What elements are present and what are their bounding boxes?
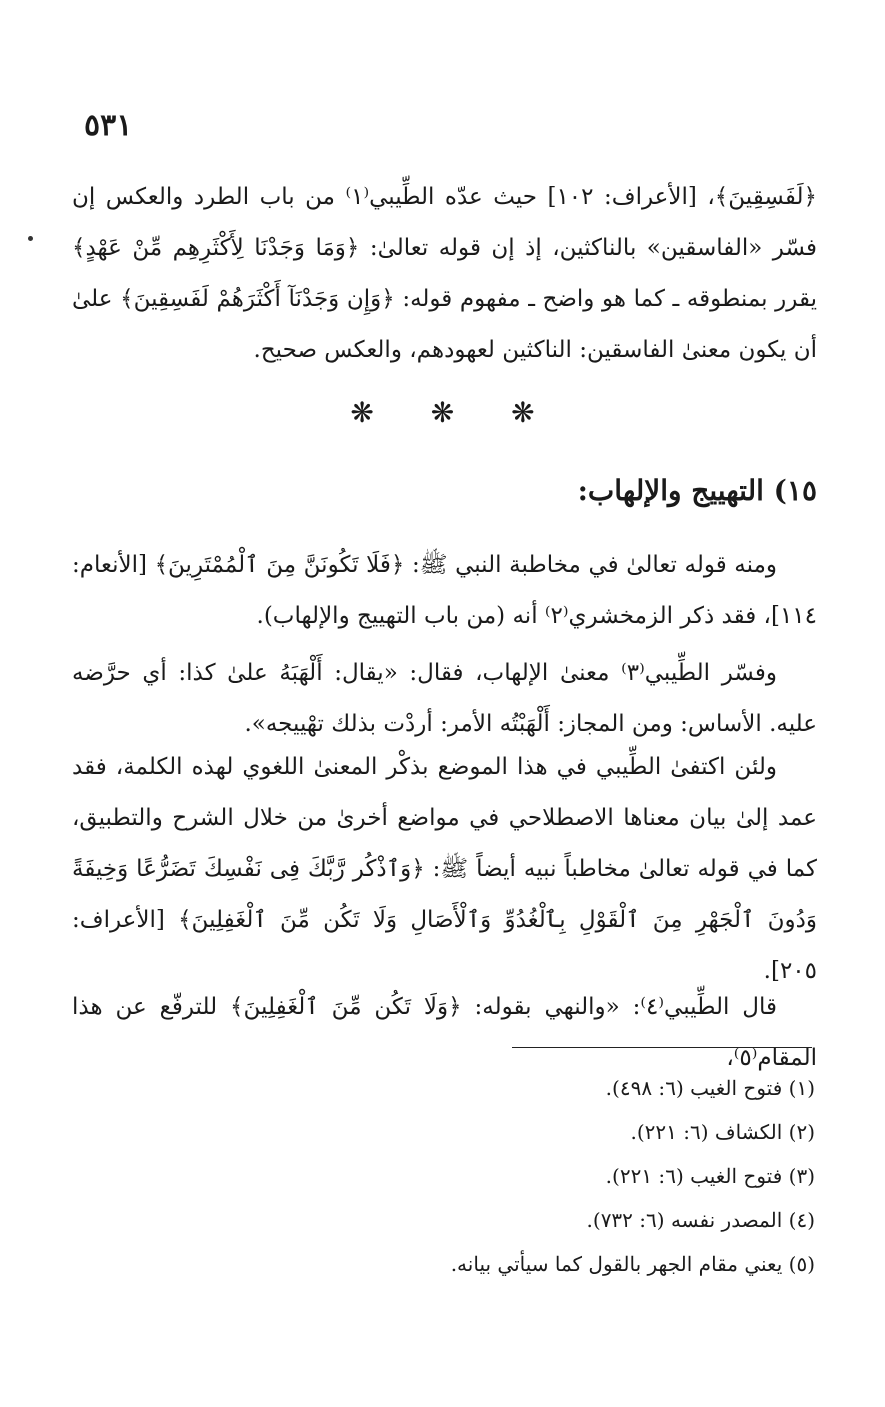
footnote-divider [512, 1047, 812, 1048]
footnote-text: فتوح الغيب (٦: ٤٩٨). [605, 1076, 783, 1100]
footnote-item [70, 1154, 815, 1198]
footnote-number: (٥) [788, 1252, 815, 1276]
paragraph: ومنه قوله تعالىٰ في مخاطبة النبي ﷺ: ﴿فَلَا تَكُونَنَّ مِنَ ٱلْمُمْتَرِينَ﴾ [الأنعام: ١١٤]، فقد ذكر الزمخشري⁽٢⁾ أنه (من باب التهييج والإلهاب). [72, 552, 817, 629]
paragraph: ولئن اكتفىٰ الطِّيبي في هذا الموضع بذكْر المعنىٰ اللغوي لهذه الكلمة، فقد عمد إلىٰ بيان معناها الاصطلاحي في مواضع أخرىٰ من خلال الشرح والتطبيق، كما في قوله تعالىٰ مخاطباً نبيه أيضاً ﷺ: ﴿وَٱذْكُر رَّبَّكَ فِى نَفْسِكَ تَضَرُّعًا وَخِيفَةً وَدُونَ ٱلْجَهْرِ مِنَ ٱلْقَوْلِ بِٱلْغُدُوِّ وَٱلْأَصَالِ وَلَا تَكُن مِّنَ ٱلْغَفِلِينَ﴾ [الأعراف: ٢٠٥]. [72, 754, 817, 984]
footnote-number: (١) [788, 1076, 815, 1100]
paragraph: وفسّر الطِّيبي⁽٣⁾ معنىٰ الإلهاب، فقال: «يقال: أَلْهَبَهُ علىٰ كذا: أي حرَّضه عليه. الأساس: ومن المجاز: أَلْهَبْتُه الأمر: أردْت بذلك تهْييجه». [72, 660, 817, 737]
footnote-text: يعني مقام الجهر بالقول كما سيأتي بيانه. [450, 1252, 783, 1276]
paragraph-continuation: ﴿لَفَسِقِينَ﴾، [الأعراف: ١٠٢] حيث عدّه الطِّيبي⁽١⁾ من باب الطرد والعكس إن فسّر «الفاسقين» بالناكثين، إذ إن قوله تعالىٰ: ﴿وَمَا وَجَدْنَا لِأَكْثَرِهِم مِّنْ عَهْدٍ﴾ يقرر بمنطوقه ـ كما هو واضح ـ مفهوم قوله: ﴿وَإِن وَجَدْنَآ أَكْثَرَهُمْ لَفَسِقِينَ﴾ علىٰ أن يكون معنىٰ الفاسقين: الناكثين لعهودهم، والعكس صحيح. [72, 184, 817, 363]
section-heading: ١٥) التهييج والإلهاب: [577, 474, 817, 507]
footnote-item [70, 1242, 815, 1286]
margin-mark [28, 236, 33, 241]
page-number: ٥٣١ [84, 108, 133, 143]
footnote-text: المصدر نفسه (٦: ٧٣٢). [586, 1208, 783, 1232]
footnote-number: (٣) [788, 1164, 815, 1188]
footnote-text: الكشاف (٦: ٢٢١). [630, 1120, 783, 1144]
footnote-text: فتوح الغيب (٦: ٢٢١). [605, 1164, 783, 1188]
footnote-number: (٤) [788, 1208, 815, 1232]
separator-star: ❋ [350, 396, 374, 429]
footnote-item [70, 1198, 815, 1242]
footnote-item [70, 1110, 815, 1154]
footnote-number: (٢) [788, 1120, 815, 1144]
separator-star: ❋ [511, 396, 535, 429]
paragraph: قال الطِّيبي⁽٤⁾: «والنهي بقوله: ﴿وَلَا تَكُن مِّنَ ٱلْغَفِلِينَ﴾ للترفّع عن هذا المقام⁽٥⁾، [72, 994, 817, 1071]
separator-star: ❋ [430, 396, 455, 429]
footnote-item [70, 1066, 815, 1110]
section-separator [0, 396, 885, 429]
footnotes [70, 1066, 815, 1286]
